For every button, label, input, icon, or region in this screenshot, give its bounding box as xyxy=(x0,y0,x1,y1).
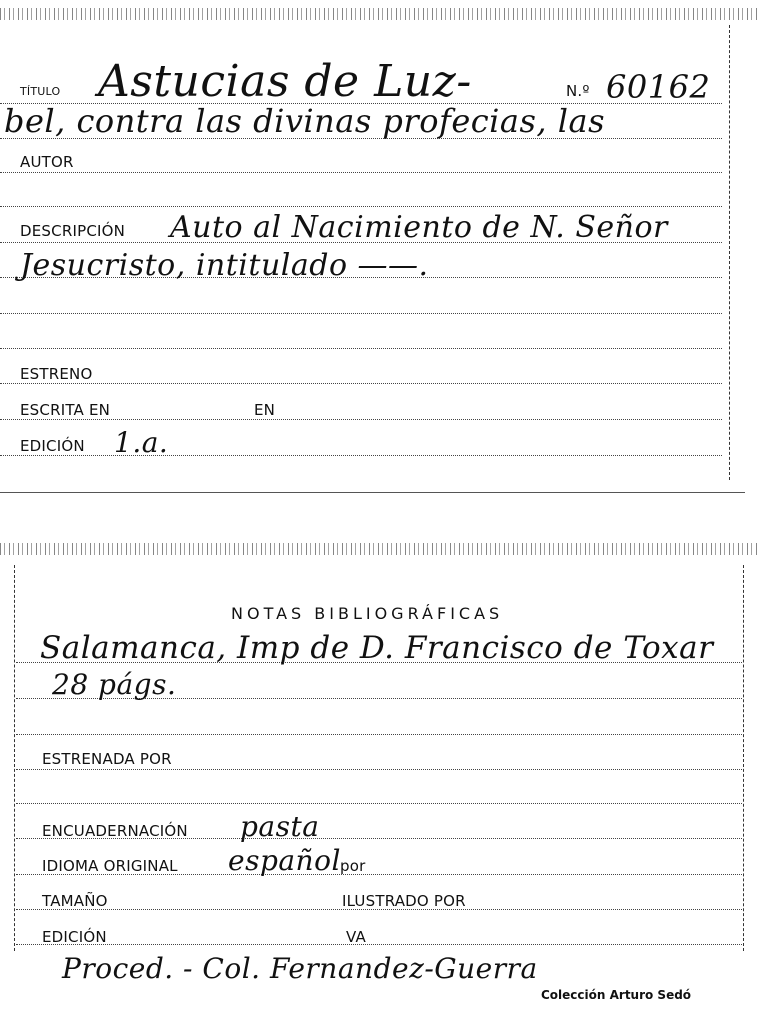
titulo-value-line2: bel, contra las divinas profecias, las xyxy=(4,102,605,140)
notas-heading: NOTAS BIBLIOGRÁFICAS xyxy=(231,604,504,623)
card-left-border xyxy=(14,565,15,951)
por-label: por xyxy=(340,857,366,875)
titulo-label: TÍTULO xyxy=(20,85,61,98)
descripcion-label: DESCRIPCIÓN xyxy=(20,222,126,240)
encuadernacion-label: ENCUADERNACIÓN xyxy=(42,822,188,840)
idioma-original-label: IDIOMA ORIGINAL xyxy=(42,857,178,875)
rule-line xyxy=(16,944,742,945)
tamano-label: TAMAÑO xyxy=(42,892,108,910)
va-label: VA xyxy=(346,928,366,946)
escrita-en-label: ESCRITA EN xyxy=(20,401,111,419)
en-label: EN xyxy=(254,401,276,419)
rule-line xyxy=(16,803,742,804)
idioma-original-value: español xyxy=(228,844,341,877)
rule-line xyxy=(16,734,742,735)
ilustrado-por-label: ILUSTRADO POR xyxy=(342,892,466,910)
notas-value-line2: 28 págs. xyxy=(52,668,177,701)
rule-line xyxy=(0,172,722,173)
proced-value: Proced. - Col. Fernandez-Guerra xyxy=(62,952,538,985)
titulo-value-line1: Astucias de Luz- xyxy=(98,56,472,107)
edicion-label: EDICIÓN xyxy=(20,437,85,455)
descripcion-value-line1: Auto al Nacimiento de N. Señor xyxy=(170,210,668,245)
rule-line xyxy=(0,419,722,420)
rule-line xyxy=(0,348,722,349)
descripcion-value-line2: Jesucristo, intitulado ——. xyxy=(20,248,429,283)
rule-line xyxy=(0,455,722,456)
catalog-card-top xyxy=(0,0,759,495)
edicion-value: 1.a. xyxy=(114,426,169,459)
collection-footer: Colección Arturo Sedó xyxy=(541,988,692,1002)
rule-line xyxy=(0,313,722,314)
edicion-label-2: EDICIÓN xyxy=(42,928,107,946)
catalog-card-bottom xyxy=(0,540,759,1028)
rule-line xyxy=(0,206,722,207)
autor-label: AUTOR xyxy=(20,153,74,171)
notas-value-line1: Salamanca, Imp de D. Francisco de Toxar xyxy=(40,630,714,666)
rule-line xyxy=(16,769,742,770)
estreno-label: ESTRENO xyxy=(20,365,93,383)
rule-line xyxy=(0,383,722,384)
card-right-border xyxy=(729,25,730,480)
card-right-border-2 xyxy=(743,565,744,951)
encuadernacion-value: pasta xyxy=(240,810,320,843)
numero-value: 60162 xyxy=(606,68,711,106)
estrenada-por-label: ESTRENADA POR xyxy=(42,750,172,768)
numero-label: N.º xyxy=(566,82,590,100)
card-divider xyxy=(0,492,745,493)
